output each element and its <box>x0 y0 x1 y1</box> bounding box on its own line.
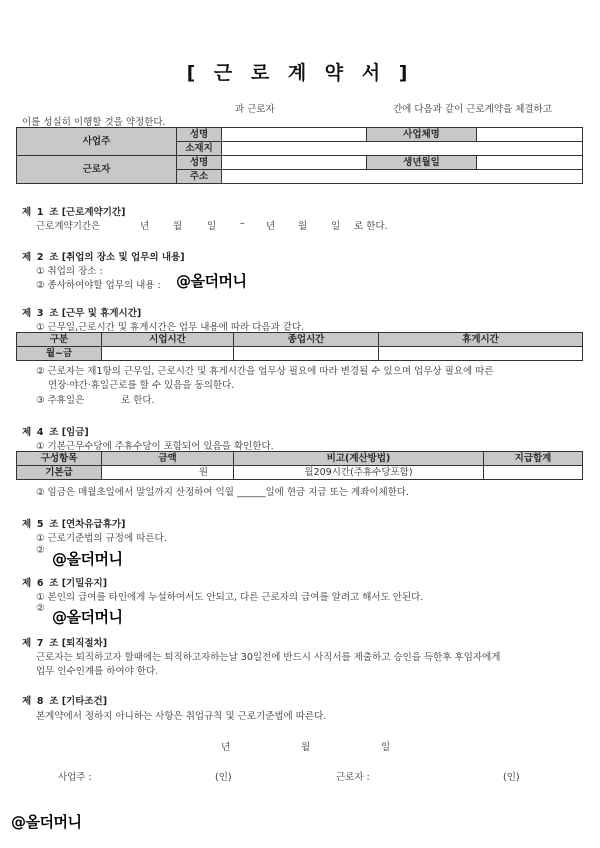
address-field[interactable] <box>222 170 583 184</box>
birth-label: 생년월일 <box>367 156 477 170</box>
article-suffix: 조 <box>49 207 59 218</box>
confidentiality-line-1: ① 본인의 급여를 타인에게 누설하여서도 안되고, 다른 근로자의 급여를 알려고 해서도 안된다. <box>36 592 424 603</box>
article-8-heading <box>22 693 107 707</box>
wage-line-1: ① 기본근무수당에 주휴수당이 포함되어 있음을 확인한다. <box>36 441 274 452</box>
article-title: [근무 및 휴게시간] <box>61 308 142 319</box>
business-name-field[interactable] <box>477 128 583 142</box>
article-suffix: 조 <box>49 578 59 589</box>
business-name-label: 사업체명 <box>367 128 477 142</box>
date-year: 년 <box>221 742 231 753</box>
article-prefix: 제 <box>22 578 32 589</box>
wage-line-2: ② 임금은 매월초일에서 말일까지 산정하여 익월 ______일에 현금 지급 또는 계좌이체한다. <box>36 487 410 498</box>
period-dash: – <box>240 218 245 229</box>
employer-name-field[interactable] <box>222 128 367 142</box>
annual-leave-line-2: ② <box>36 545 45 556</box>
article-title: [연차유급휴가] <box>61 519 126 530</box>
col-header: 휴게시간 <box>379 333 583 347</box>
article-number: 4 <box>36 427 44 438</box>
break-time-field[interactable] <box>379 347 583 361</box>
watermark: @올더머니 <box>52 608 123 626</box>
employee-seal[interactable]: (인) <box>503 772 520 783</box>
col-header: 종업시간 <box>234 333 379 347</box>
article-prefix: 제 <box>22 252 32 263</box>
article-suffix: 조 <box>49 308 59 319</box>
employee-name-field[interactable] <box>222 156 367 170</box>
article-title: [기타조건] <box>61 696 108 707</box>
address-label: 주소 <box>177 170 222 184</box>
article-suffix: 조 <box>49 519 59 530</box>
work-hours-table <box>16 332 583 361</box>
article-number: 1 <box>36 207 44 218</box>
article-prefix: 제 <box>22 427 32 438</box>
employer-seal[interactable]: (인) <box>215 772 232 783</box>
employee-name-label: 성명 <box>177 156 222 170</box>
col-header: 구분 <box>17 333 102 347</box>
article-number: 2 <box>36 252 44 263</box>
article-number: 5 <box>36 519 44 530</box>
article-suffix: 조 <box>49 427 59 438</box>
period-day1: 일 <box>207 221 217 232</box>
article-suffix: 조 <box>49 252 59 263</box>
table-row <box>17 347 583 361</box>
article-title: [취업의 장소 및 업무의 내용] <box>61 252 185 263</box>
weekly-holiday-line: ③ 주휴일은 <box>36 395 85 406</box>
calculation-note: 월209시간(주휴수당포함) <box>234 466 484 480</box>
article-number: 3 <box>36 308 44 319</box>
row-label: 기본급 <box>17 466 102 480</box>
article-prefix: 제 <box>22 696 32 707</box>
employee-signature-label: 근로자 : <box>336 772 370 783</box>
col-header: 비고(계산방법) <box>234 452 484 466</box>
article-5-heading <box>22 516 125 530</box>
resignation-line-1: 근로자는 퇴직하고자 할때에는 퇴직하고자하는날 30일전에 반드시 사직서를 제출하고 승인을 득한후 후임자에게 <box>36 652 501 663</box>
total-field[interactable] <box>484 466 583 480</box>
date-month: 월 <box>301 742 311 753</box>
resignation-line-2: 업무 인수인계를 하여야 한다. <box>36 666 159 677</box>
period-day2: 일 <box>331 221 341 232</box>
confidentiality-line-2: ② <box>36 603 45 614</box>
col-header: 시업시간 <box>102 333 234 347</box>
work-place-line: ① 취업의 장소 : <box>36 266 103 277</box>
article-number: 6 <box>36 578 44 589</box>
period-year1: 년 <box>140 221 150 232</box>
intro-part1: 과 근로자 <box>235 104 275 115</box>
article-4-heading <box>22 424 89 438</box>
period-month1: 월 <box>173 221 183 232</box>
article-title: [근로계약기간] <box>61 207 126 218</box>
wage-table <box>16 451 583 480</box>
period-month2: 월 <box>298 221 308 232</box>
work-hours-line-2: ② 근로자는 제1항의 근무일, 근로시간 및 휴게시간을 업무상 필요에 따라 변경될 수 있으며 업무상 필요에 따른 <box>36 366 494 377</box>
col-header: 금액 <box>102 452 234 466</box>
article-prefix: 제 <box>22 638 32 649</box>
article-6-heading <box>22 575 107 589</box>
amount-field[interactable]: 원 <box>102 466 234 480</box>
employer-name-label: 성명 <box>177 128 222 142</box>
contract-period-label: 근로계약기간은 <box>36 221 101 232</box>
annual-leave-line-1: ① 근로기준법의 규정에 따른다. <box>36 533 167 544</box>
other-conditions-line: 본계약에서 정하지 아니하는 사항은 취업규칙 및 근로기준법에 따른다. <box>36 711 327 722</box>
period-end: 로 한다. <box>354 221 388 232</box>
weekly-holiday-end: 로 한다. <box>121 395 155 406</box>
table-row <box>17 466 583 480</box>
article-1-heading <box>22 204 125 218</box>
job-content-line: ② 종사하여야할 업무의 내용 : <box>36 280 161 291</box>
article-suffix: 조 <box>49 696 59 707</box>
location-field[interactable] <box>222 142 583 156</box>
article-7-heading <box>22 635 107 649</box>
location-label: 소재지 <box>177 142 222 156</box>
birth-field[interactable] <box>477 156 583 170</box>
watermark: @올더머니 <box>52 550 123 568</box>
article-prefix: 제 <box>22 207 32 218</box>
watermark: @올더머니 <box>176 272 247 290</box>
employee-label: 근로자 <box>17 156 177 184</box>
date-day: 일 <box>381 742 391 753</box>
article-prefix: 제 <box>22 519 32 530</box>
article-title: [퇴직절차] <box>61 638 108 649</box>
watermark: @올더머니 <box>11 813 82 831</box>
intro-line2: 이를 성실히 이행할 것을 약정한다. <box>22 117 166 128</box>
article-title: [임금] <box>61 427 89 438</box>
period-year2: 년 <box>266 221 276 232</box>
work-hours-line-1: ① 근무일,근로시간 및 휴게시간은 업무 내용에 따라 다음과 같다. <box>36 322 305 333</box>
article-title: [기밀유지] <box>61 578 108 589</box>
article-suffix: 조 <box>49 638 59 649</box>
parties-table <box>16 127 583 184</box>
article-number: 8 <box>36 696 44 707</box>
article-prefix: 제 <box>22 308 32 319</box>
document-title: [ 근 로 계 약 서 ] <box>186 62 414 84</box>
work-hours-line-3: 연장·야간·휴일근로를 할 수 있음을 동의한다. <box>48 380 235 391</box>
article-number: 7 <box>36 638 44 649</box>
start-time-field[interactable] <box>102 347 234 361</box>
row-label: 월~금 <box>17 347 102 361</box>
end-time-field[interactable] <box>234 347 379 361</box>
employer-signature-label: 사업주 : <box>58 772 92 783</box>
employer-label: 사업주 <box>17 128 177 156</box>
article-3-heading <box>22 305 141 319</box>
col-header: 지급합계 <box>484 452 583 466</box>
intro-part2: 간에 다음과 같이 근로계약을 체결하고 <box>393 104 552 115</box>
article-2-heading <box>22 249 185 263</box>
col-header: 구성항목 <box>17 452 102 466</box>
